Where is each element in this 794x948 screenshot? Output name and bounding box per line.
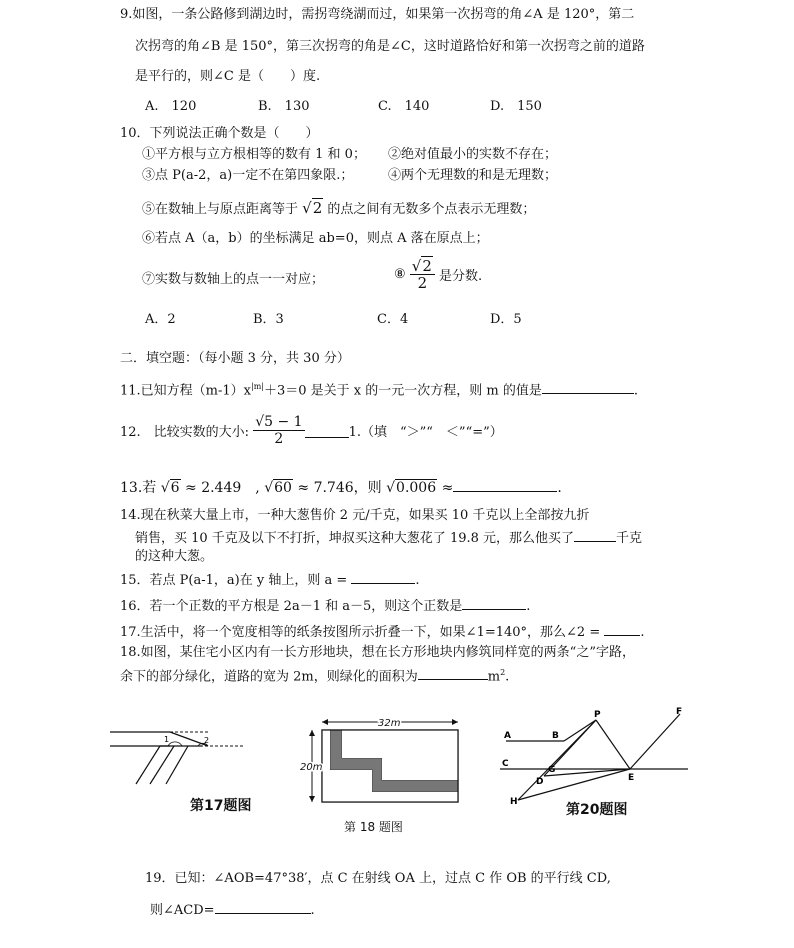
dimension-width: 32m: [378, 718, 401, 729]
q10-s8-label: ⑧: [394, 267, 406, 282]
q10-statement-2: ②绝对值最小的实数不存在；: [388, 147, 558, 162]
q12-fraction-numerator: √5 − 1: [255, 414, 303, 430]
q13: [120, 478, 562, 497]
q17-text-a: 17.生活中，将一个宽度相等的纸条按图所示折叠一下，如果∠1=140°，那么∠2 =: [120, 625, 601, 640]
q10-statement-5: [142, 199, 535, 219]
q9-line1: 9.如图，一条公路修到湖边时，需拐弯绕湖而过，如果第一次拐弯的角∠A 是 120°，第二: [120, 7, 635, 22]
q11-exponent: |m|: [251, 382, 264, 391]
q10-statement-4: ④两个无理数的和是无理数；: [388, 168, 558, 183]
label-C: C: [502, 759, 509, 769]
q14-line2: [135, 528, 642, 548]
q9-option-b: B. 130: [258, 99, 310, 114]
q14-line3: 的这种大葱。: [135, 549, 214, 564]
sqrt-6: √6: [160, 480, 180, 496]
q10-s5-text-a: ⑤在数轴上与原点距离等于: [142, 202, 299, 217]
q14-answer-blank[interactable]: [574, 528, 616, 542]
q19-text-c: .: [310, 903, 315, 918]
q18-line1: 18.如图，某住宅小区内有一长方形地块，想在长方形地块内修筑同样宽的两条“之”字路，: [120, 645, 635, 660]
q15-text-b: .: [415, 573, 420, 588]
q9-option-a: A. 120: [145, 99, 197, 114]
q18-line2-text-c: .: [505, 669, 510, 685]
q10-s5-text-b: 的点之间有无数多个点表示无理数；: [327, 202, 536, 217]
q12-fraction-denominator: 2: [274, 431, 284, 447]
q13-text-d: ≈: [441, 480, 454, 496]
q12-fraction: [253, 414, 304, 447]
q10-statement-6: ⑥若点 A（a，b）的坐标满足 ab=0，则点 A 落在原点上；: [142, 231, 489, 246]
dimension-height: 20m: [300, 762, 323, 773]
figure-18-caption: 第 18 题图: [344, 820, 403, 834]
q12-text-a: 12. 比较实数的大小:: [120, 425, 250, 440]
label-E: E: [628, 773, 635, 783]
label-P: P: [594, 710, 601, 720]
q17-text-b: .: [640, 625, 645, 640]
q10-option-b: B．3: [253, 312, 284, 327]
q9-option-d: D. 150: [490, 99, 542, 114]
figure-18-rectangle-plot: [298, 712, 468, 808]
section-heading-fill-in: 二．填空题：（每小题 3 分，共 30 分）: [120, 351, 350, 366]
q9-option-c: C. 140: [378, 99, 430, 114]
q13-text-a: 13.若: [120, 480, 157, 496]
label-A: A: [504, 731, 511, 741]
q10-option-d: D．5: [490, 312, 522, 327]
q15: [120, 570, 420, 590]
fraction-denominator: 2: [417, 274, 428, 292]
q11: [120, 378, 638, 400]
q14-line2-text-b: 千克: [616, 531, 643, 546]
label-G: G: [548, 765, 556, 775]
angle-2-label: 2: [204, 736, 210, 745]
q18-line2: [120, 664, 509, 686]
label-H: H: [510, 797, 518, 806]
q18-line2-text-a: 余下的部分绿化，道路的宽为 2m，则绿化的面积为: [120, 669, 418, 685]
figure-20-caption: 第20题图: [566, 802, 628, 818]
q13-text-e: .: [557, 480, 562, 496]
q19-answer-blank[interactable]: [215, 900, 311, 914]
label-F: F: [676, 707, 683, 717]
label-B: B: [552, 731, 559, 741]
q18-unit-exponent: 2: [500, 668, 506, 677]
q10-stem: 10．下列说法正确个数是（ ）: [120, 126, 319, 141]
q16-text-a: 16．若一个正数的平方根是 2a－1 和 a－5，则这个正数是: [120, 599, 463, 614]
q10-statement-3: ③点 P(a-2，a)一定不在第四象限.；: [142, 168, 354, 183]
q14-line1: 14.现在秋菜大量上市，一种大葱售价 2 元/千克，如果买 10 千克以上全部按九折: [120, 508, 590, 523]
q12: [120, 414, 503, 447]
q10-statement-1: ①平方根与立方根相等的数有 1 和 0；: [142, 147, 366, 162]
q17-answer-blank[interactable]: [604, 622, 640, 636]
q10-statement-7: ⑦实数与数轴上的点一一对应；: [142, 272, 325, 287]
q15-text-a: 15．若点 P(a-1，a)在 y 轴上，则 a =: [120, 573, 348, 588]
q19-line1: 19．已知：∠AOB=47°38′，点 C 在射线 OA 上，过点 C 作 OB 的平行线 CD,: [145, 871, 611, 886]
q12-answer-blank[interactable]: [305, 424, 349, 438]
q11-answer-blank[interactable]: [542, 380, 634, 394]
q16-answer-blank[interactable]: [462, 596, 526, 610]
q10-option-c: C．4: [377, 312, 409, 327]
sqrt-0006: √0.006: [386, 480, 437, 496]
q12-text-b: 1.（填 “＞”“ ＜”“=”）: [348, 425, 503, 440]
q19-text-b: 则∠ACD=: [150, 903, 215, 918]
sqrt-two: √2: [302, 199, 323, 217]
fraction-numerator: √2: [410, 258, 435, 275]
figure-17-folded-strip: [110, 722, 250, 792]
q16-text-b: .: [526, 599, 531, 614]
q10-statement-8: [394, 258, 482, 291]
q13-text-b: ≈ 2.449 ,: [185, 480, 260, 496]
q13-text-c: ≈ 7.746，则: [297, 480, 382, 496]
label-D: D: [536, 777, 544, 787]
q14-line2-text-a: 销售，买 10 千克及以下不打折，坤叔买这种大葱花了 19.8 元，那么他买了: [135, 531, 575, 546]
q19-line2: [150, 900, 315, 920]
q9-line3: 是平行的，则∠C 是（ ）度.: [135, 69, 321, 84]
figure-20-geometry: [500, 706, 690, 806]
q11-text-c: .: [633, 383, 638, 399]
q10-option-a: A．2: [145, 312, 176, 327]
q15-answer-blank[interactable]: [351, 570, 415, 584]
q16: [120, 596, 530, 616]
angle-1-label: 1: [164, 735, 170, 744]
q11-text-a: 11.已知方程（m-1）x: [120, 383, 251, 399]
q17: [120, 622, 645, 642]
q11-text-b: ＋3＝0 是关于 x 的一元一次方程，则 m 的值是: [263, 383, 542, 399]
q18-unit: m: [487, 669, 501, 685]
q10-s8-text: 是分数.: [439, 269, 483, 284]
sqrt-radicand: 2: [312, 199, 323, 217]
fraction-sqrt2-over-2: [410, 258, 435, 291]
sqrt-60: √60: [264, 480, 292, 496]
q13-answer-blank[interactable]: [453, 478, 557, 492]
q9-line2: 次拐弯的角∠B 是 150°，第三次拐弯的角是∠C，这时道路恰好和第一次拐弯之前的道路: [135, 39, 645, 54]
q18-answer-blank[interactable]: [418, 666, 488, 680]
figure-17-caption: 第17题图: [190, 798, 252, 814]
